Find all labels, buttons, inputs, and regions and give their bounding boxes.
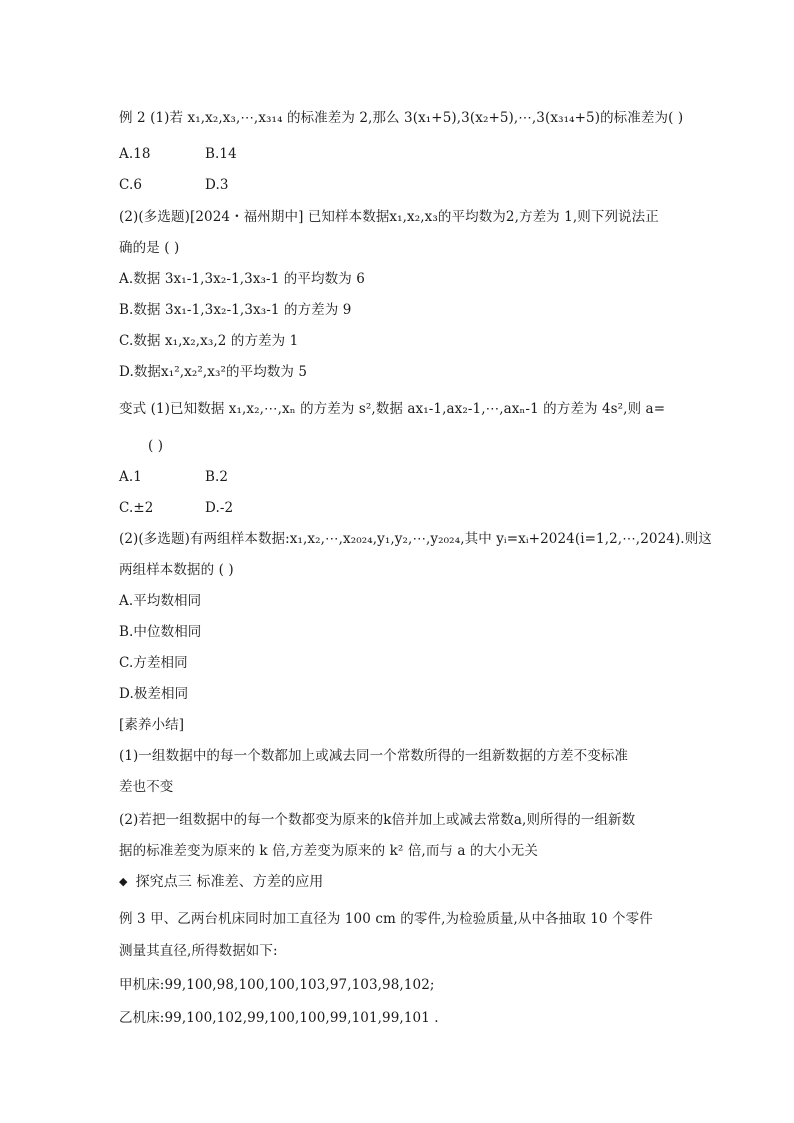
example-2-option-a: A.数据 3x₁-1,3x₂-1,3x₃-1 的平均数为 6: [119, 271, 365, 287]
variant-options-row-2: [119, 499, 684, 517]
option-d: D.-2: [205, 500, 234, 516]
summary-point-2-line-2: 据的标准差变为原来的 k 倍,方差变为原来的 k² 倍,而与 a 的大小无关: [119, 843, 538, 859]
section-title: 探究点三 标准差、方差的应用: [135, 874, 324, 890]
example-2-part-2-line-2: 确的是 ( ): [119, 240, 180, 256]
variant-part-1-line-2: ( ): [148, 438, 164, 454]
option-a: A.18: [119, 146, 151, 162]
summary-point-1-line-1: (1)一组数据中的每一个数都加上或减去同一个常数所得的一组新数据的方差不变标准: [119, 748, 629, 764]
variant-part-2-line-1: (2)(多选题)有两组样本数据:x₁,x₂,⋯,x₂₀₂₄,y₁,y₂,⋯,y₂₀₂₄,其中 yᵢ=xᵢ+2024(i=1,2,⋯,2024).则这: [119, 531, 712, 547]
variant-part-1-line-1: 变式 (1)已知数据 x₁,x₂,⋯,xₙ 的方差为 s²,数据 ax₁-1,ax₂-1,⋯,axₙ-1 的方差为 4s²,则 a=: [119, 401, 666, 417]
variant-option-d: D.极差相同: [119, 686, 189, 702]
example-3-machine-a-data: 甲机床:99,100,98,100,100,103,97,103,98,102;: [119, 977, 435, 993]
variant-options-row-1: [119, 468, 684, 486]
example-3-line-2: 测量其直径,所得数据如下:: [119, 943, 278, 959]
example-3-machine-b-data: 乙机床:99,100,102,99,100,100,99,101,99,101 .: [119, 1010, 439, 1026]
variant-option-a: A.平均数相同: [119, 593, 202, 609]
diamond-bullet-icon: ◆: [119, 875, 128, 888]
summary-point-2-line-1: (2)若把一组数据中的每一个数都变为原来的k倍并加上或减去常数a,则所得的一组新数: [119, 812, 636, 828]
summary-point-1-line-2: 差也不变: [119, 779, 174, 795]
variant-option-c: C.方差相同: [119, 655, 188, 671]
example-2-options-row-2: [119, 176, 684, 194]
example-2-part-2-line-1: (2)(多选题)[2024・福州期中] 已知样本数据x₁,x₂,x₃的平均数为2,方差为 1,则下列说法正: [119, 209, 659, 225]
option-b: B.2: [205, 469, 229, 485]
section-heading: [119, 873, 684, 892]
option-c: C.±2: [119, 500, 154, 516]
example-2-part-1: 例 2 (1)若 x₁,x₂,x₃,⋯,x₃₁₄ 的标准差为 2,那么 3(x₁+5),3(x₂+5),⋯,3(x₃₁₄+5)的标准差为( ): [119, 110, 684, 126]
option-c: C.6: [119, 177, 143, 193]
summary-title: [素养小结]: [119, 717, 185, 733]
option-a: A.1: [119, 469, 142, 485]
option-b: B.14: [205, 146, 237, 162]
variant-part-2-line-2: 两组样本数据的 ( ): [119, 562, 234, 578]
option-d: D.3: [205, 177, 229, 193]
example-2-option-c: C.数据 x₁,x₂,x₃,2 的方差为 1: [119, 333, 299, 349]
variant-option-b: B.中位数相同: [119, 624, 202, 640]
example-2-option-b: B.数据 3x₁-1,3x₂-1,3x₃-1 的方差为 9: [119, 302, 352, 318]
example-2-options-row-1: [119, 145, 684, 163]
example-3-line-1: 例 3 甲、乙两台机床同时加工直径为 100 cm 的零件,为检验质量,从中各抽取 10 个零件: [119, 911, 653, 927]
example-2-option-d: D.数据x₁²,x₂²,x₃²的平均数为 5: [119, 364, 308, 380]
